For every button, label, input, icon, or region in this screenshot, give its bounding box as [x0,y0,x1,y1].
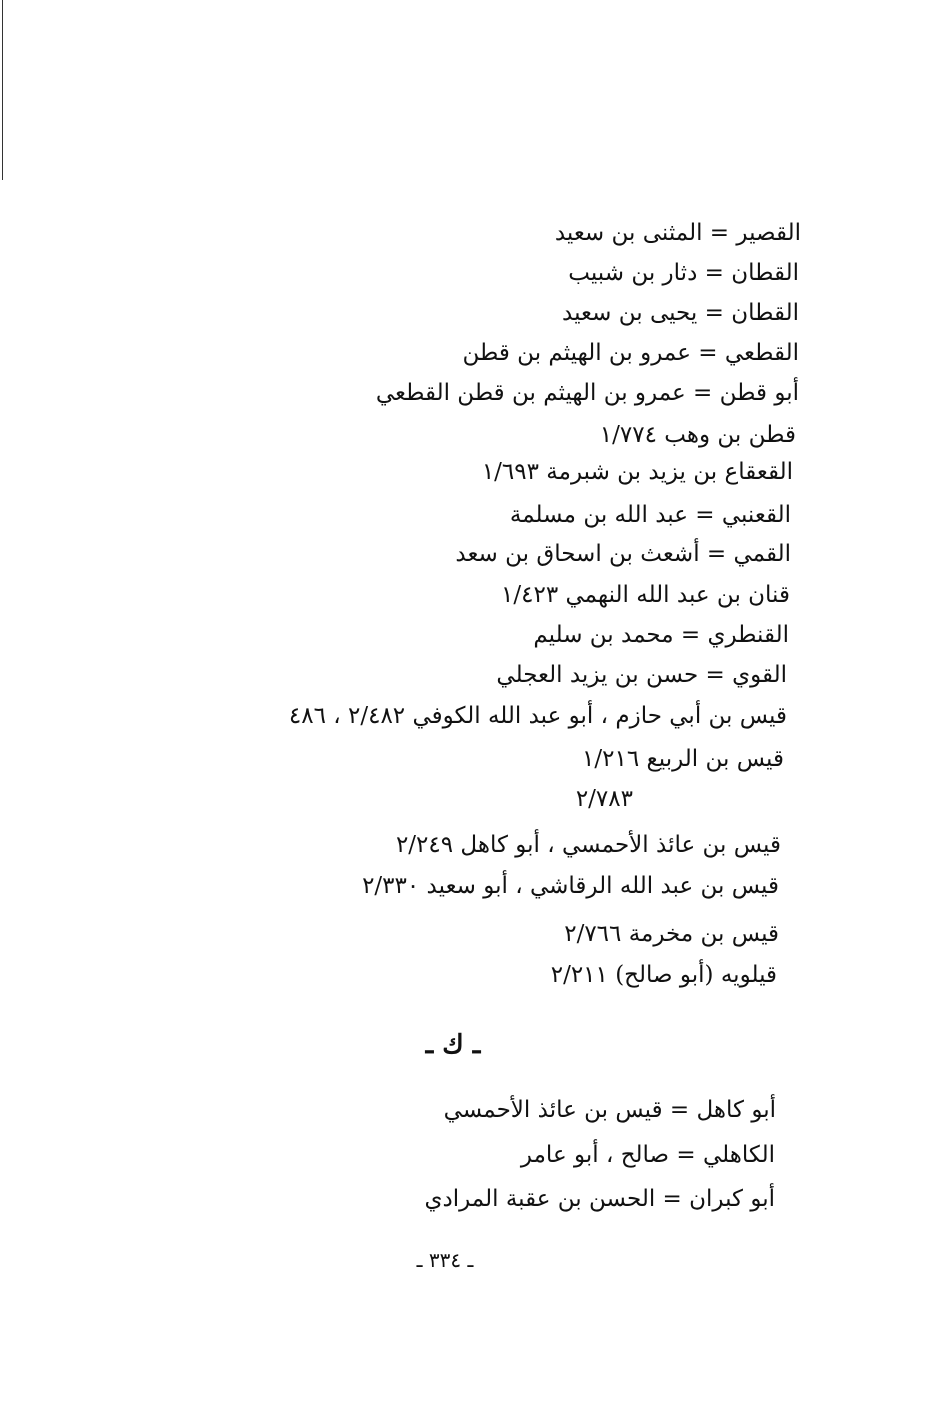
page-number: ـ ٣٣٤ ـ [416,1248,474,1272]
index-entry: القوي = حسن بن يزيد العجلي [496,662,787,688]
section-heading-kaf: ـ ك ـ [425,1030,481,1060]
index-entry: القطان = دثار بن شبيب [568,260,799,286]
index-entry: قيلويه (أبو صالح) ٢/٢١١ [550,962,777,988]
index-entry: قيس بن عبد الله الرقاشي ، أبو سعيد ٢/٣٣٠ [362,873,779,899]
index-entry: القطعي = عمرو بن الهيثم بن قطن [462,340,799,366]
index-entry: قيس بن أبي حازم ، أبو عبد الله الكوفي ٢/٤٨٢ ، ٤٨٦ [288,703,787,729]
index-entry: قطن بن وهب ١/٧٧٤ [599,422,796,448]
index-entry: أبو قطن = عمرو بن الهيثم بن قطن القطعي [375,380,799,406]
index-entry: ٢/٧٨٣ [575,786,633,812]
index-entry: القطان = يحيى بن سعيد [562,300,799,326]
index-entry: أبو كاهل = قيس بن عائذ الأحمسي [443,1097,776,1123]
index-entry: القصير = المثنى بن سعيد [554,220,801,246]
index-entry: الكاهلي = صالح ، أبو عامر [520,1142,775,1168]
index-entry: القنطري = محمد بن سليم [533,622,789,648]
index-entry: قيس بن عائذ الأحمسي ، أبو كاهل ٢/٢٤٩ [395,832,781,858]
index-entry: القعنبي = عبد الله بن مسلمة [509,502,791,528]
index-entry: القمي = أشعث بن اسحاق بن سعد [455,541,791,567]
index-entry: قنان بن عبد الله النهمي ١/٤٢٣ [501,582,790,608]
index-entry: قيس بن الربيع ١/٢١٦ [582,746,784,772]
page-edge-line [2,0,3,180]
index-entry: قيس بن مخرمة ٢/٧٦٦ [564,921,779,947]
index-entry: أبو كبران = الحسن بن عقبة المرادي [424,1186,775,1212]
index-entry: القعقاع بن يزيد بن شبرمة ١/٦٩٣ [481,459,793,485]
